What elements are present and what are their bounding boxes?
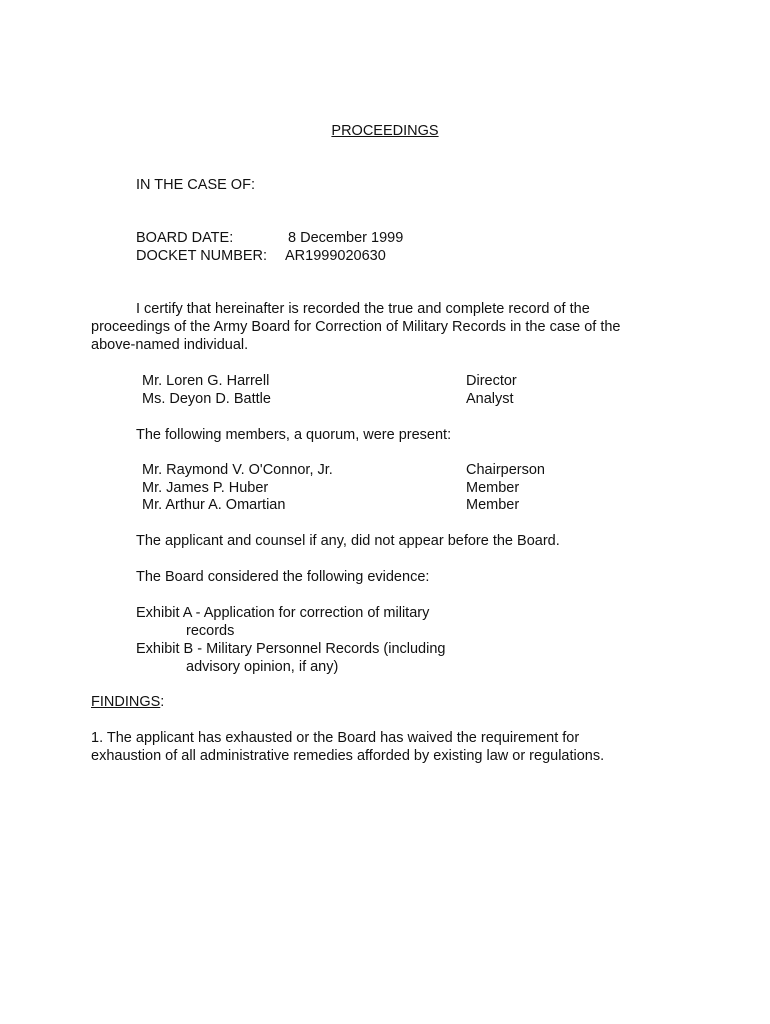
docket-number-value: AR1999020630 [285,248,386,264]
findings-heading-text: FINDINGS [91,694,161,710]
member-role: Chairperson [466,462,545,478]
findings-heading [91,693,164,711]
member-role: Member [466,480,520,496]
exhibit-b-line1: Exhibit B - Military Personnel Records (including [136,641,446,657]
staff-role: Director [466,373,517,389]
member-name: Mr. James P. Huber [142,480,269,496]
findings-heading-colon: : [160,694,165,710]
exhibit-a-line2: records [186,623,235,639]
page-title: PROCEEDINGS [331,123,439,139]
exhibit-a-line1: Exhibit A - Application for correction of military [136,605,430,621]
member-role: Member [466,497,520,513]
staff-role: Analyst [466,391,514,407]
finding-1: 1. The applicant has exhausted or the Board has waived the requirement for exhaustion of all administrative remedies afforded by existing law or regulations. [91,730,605,764]
case-label: IN THE CASE OF: [136,177,255,193]
member-name: Mr. Raymond V. O'Connor, Jr. [142,462,333,478]
appearance-statement: The applicant and counsel if any, did not appear before the Board. [136,533,560,549]
staff-name: Mr. Loren G. Harrell [142,373,270,389]
certification-paragraph: I certify that hereinafter is recorded the true and complete record of the proceedings of the Army Board for Correction of Military Records in the case of the above-named individual. [91,301,621,353]
member-name: Mr. Arthur A. Omartian [142,497,286,513]
exhibit-b-line2: advisory opinion, if any) [186,659,339,675]
staff-name: Ms. Deyon D. Battle [142,391,271,407]
board-date-label: BOARD DATE: [136,230,234,246]
docket-number-label: DOCKET NUMBER: [136,248,268,264]
board-date-value: 8 December 1999 [288,230,404,246]
evidence-statement: The Board considered the following evidence: [136,569,430,585]
quorum-statement: The following members, a quorum, were present: [136,427,452,443]
